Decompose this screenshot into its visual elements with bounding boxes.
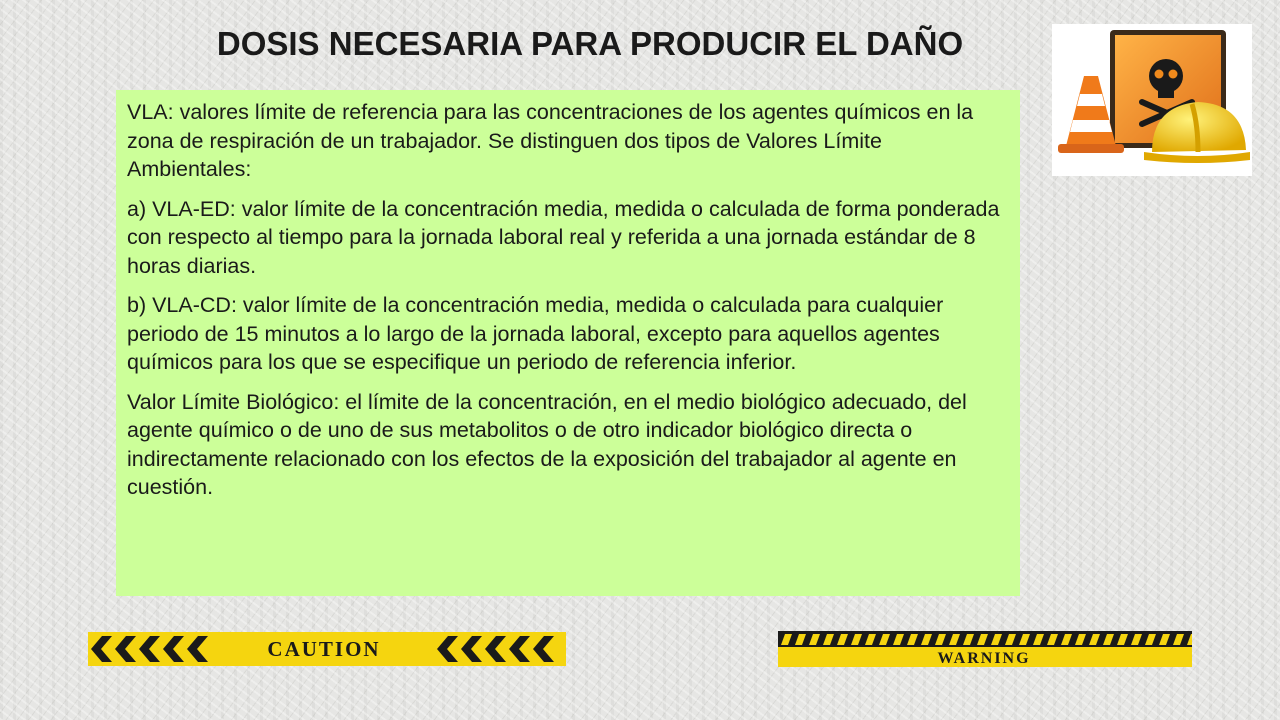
paragraph-vla-cd: b) VLA-CD: valor límite de la concentración media, medida o calculada para cualquier periodo de 15 minutos a lo largo de la jornada laboral, excepto para aquellos agentes químicos para los que se especifique un periodo de referencia inferior. [127,293,944,374]
slide-title: DOSIS NECESARIA PARA PRODUCIR EL DAÑO [216,25,964,62]
hazard-illustration [1052,24,1252,176]
content-box [116,90,1020,596]
paragraph-vla-ed: a) VLA-ED: valor límite de la concentración media, medida o calculada de forma ponderada con respecto al tiempo para la jornada laboral real y referida a una jornada estándar de 8 horas diarias. [127,196,1000,278]
warning-tape [778,631,1192,667]
warning-label: WARNING [937,650,1031,667]
caution-tape [88,632,566,666]
caution-label: CAUTION [267,637,381,661]
paragraph-vla-definition: VLA: valores límite de referencia para las concentraciones de los agentes químicos en la zona de respiración de un trabajador. Se distinguen dos tipos de Valores Límite Ambientales: [127,100,974,181]
paragraph-valor-limite-biologico: Valor Límite Biológico: el límite de la concentración, en el medio biológico adecuado, del agente químico o de uno de sus metabolitos o de otro indicador biológico directa o indirectamente relacionado con los efectos de la exposición del trabajador al agente en cuestión. [127,389,967,499]
